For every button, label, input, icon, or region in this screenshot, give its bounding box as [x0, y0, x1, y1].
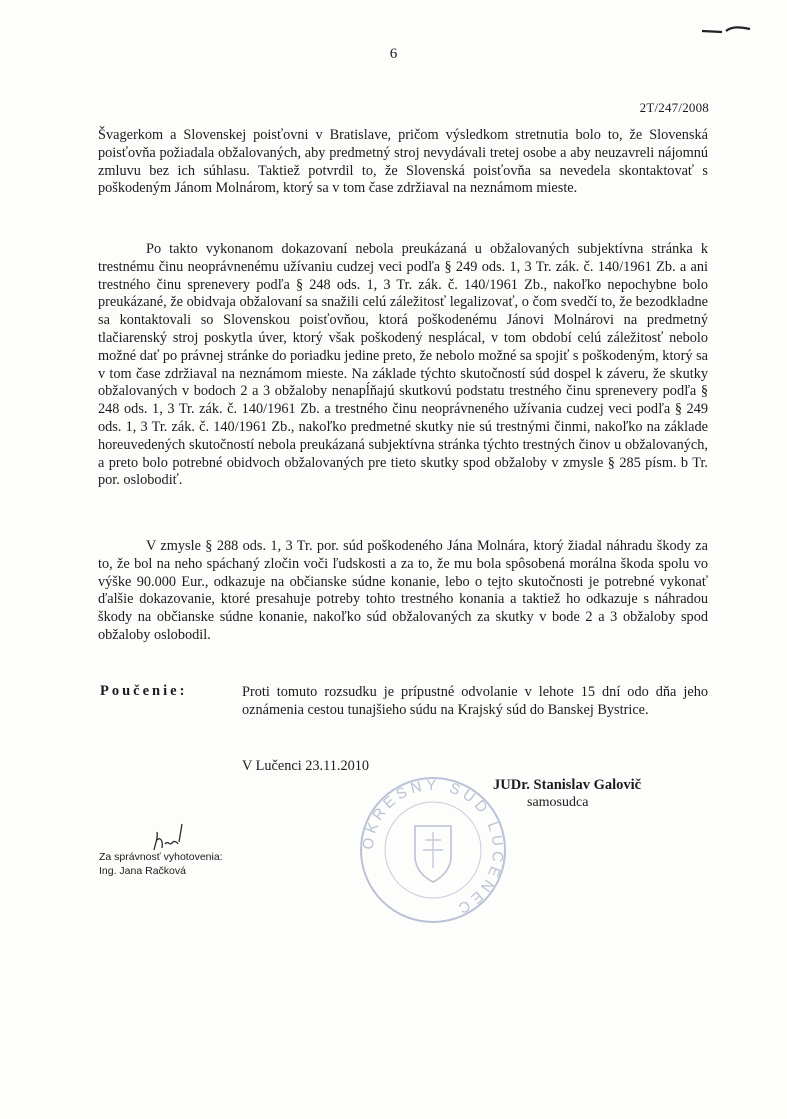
judge-role: samosudca — [527, 795, 589, 810]
case-reference: 2T/247/2008 — [639, 100, 709, 115]
signature-mark — [148, 816, 196, 856]
scan-mark — [700, 22, 752, 36]
paragraph-damages: V zmysle § 288 ods. 1, 3 Tr. por. súd poškodeného Jána Molnára, ktorý žiadal náhradu škody za to, že bol na neho spáchaný zločin voči ľudskosti a za to, že mu bola spôsobená morálna škoda spolu vo výške 90.000 Eur., odkazuje na občianske súdne konanie, lebo o tejto skutočnosti je potrebné vykonať ďalšie dokazovanie, ktoré presahuje potreby tohto trestného konania a taktiež ho odkazuje s náhradou škody na občianske súdne konanie, nakoľko súd obžalovaných za skutky v bode 2 a 3 obžaloby spod obžaloby oslobodil. — [98, 538, 708, 643]
judge-name: JUDr. Stanislav Galovič — [493, 777, 642, 793]
place-date: V Lučenci 23.11.2010 — [242, 758, 370, 774]
instruction-text: Proti tomuto rozsudku je prípustné odvolanie v lehote 15 dní odo dňa jeho oznámenia cestou tunajšieho súdu na Krajský súd do Banskej Bystrice. — [242, 684, 708, 718]
stamp-text: OKRESNÝ SÚD LUČENEC — [359, 776, 507, 919]
paragraph-evidence-conclusion: Po takto vykonanom dokazovaní nebola preukázaná u obžalovaných subjektívna stránka k trestnému činu neoprávnenému užívaniu cudzej veci podľa § 249 ods. 1, 3 Tr. zák. č. 140/1961 Zb. a ani trestného činu sprenevery podľa § 248 ods. 1, 3 Tr. zák. č. 140/1961 Zb., nakoľko nepochybne bolo preukázané, že obidvaja obžalovaní sa snažili celú záležitosť legalizovať, o čom svedčí to, že bezodkladne sa kontaktovali so Slovenskou poisťovňou, ktorá poškodenému Jánovi Molnárovi na predmetný tlačiarenský stroj poskytla úver, ktorý však poškodený nesplácal, v tom období celú záležitosť nebolo možné dať po právnej stránke do poriadku jedine preto, že nebolo možné sa spojiť s poškodeným, ktorý sa v tom čase zdržiaval na neznámom mieste. Na základe týchto skutočností súd dospel k záveru, že skutky obžalovaných v bodoch 2 a 3 obžaloby nenapĺňajú skutkovú podstatu trestného činu sprenevery podľa § 248 ods. 1, 3 Tr. zák. č. 140/1961 Zb. a trestného činu neoprávneného užívania cudzej veci podľa § 249 ods. 1, 3 Tr. zák. č. 140/1961 Zb., nakoľko predmetné skutky nie sú trestnými činmi, nakoľko na základe horeuvedených skutočností nebola preukázaná subjektívna stránka týchto trestných činov u obžalovaných, a preto bolo potrebné obidvoch obžalovaných pre tieto skutky spod obžaloby v zmysle § 285 písm. b Tr. por. oslobodiť. — [98, 241, 708, 489]
page-number: 6 — [389, 46, 398, 62]
paragraph-testimony: Švagerkom a Slovenskej poisťovni v Bratislave, pričom výsledkom stretnutia bolo to, že Slovenská poisťovňa požiadala obžalovaných, aby predmetný stroj nevydávali tretej osobe a aby neuzavreli nájomnú zmluvu bez ich súhlasu. Taktiež potvrdil to, že Slovenská poisťovňa sa nevedela skontaktovať s poškodeným Jánom Molnárom, ktorý sa v tom čase zdržiaval na neznámom mieste. — [98, 127, 708, 197]
certification-label: Za správnosť vyhotovenia: — [99, 851, 223, 863]
court-stamp — [353, 770, 513, 930]
instruction-label: Poučenie: — [100, 683, 188, 699]
certification-name: Ing. Jana Račková — [99, 865, 186, 877]
